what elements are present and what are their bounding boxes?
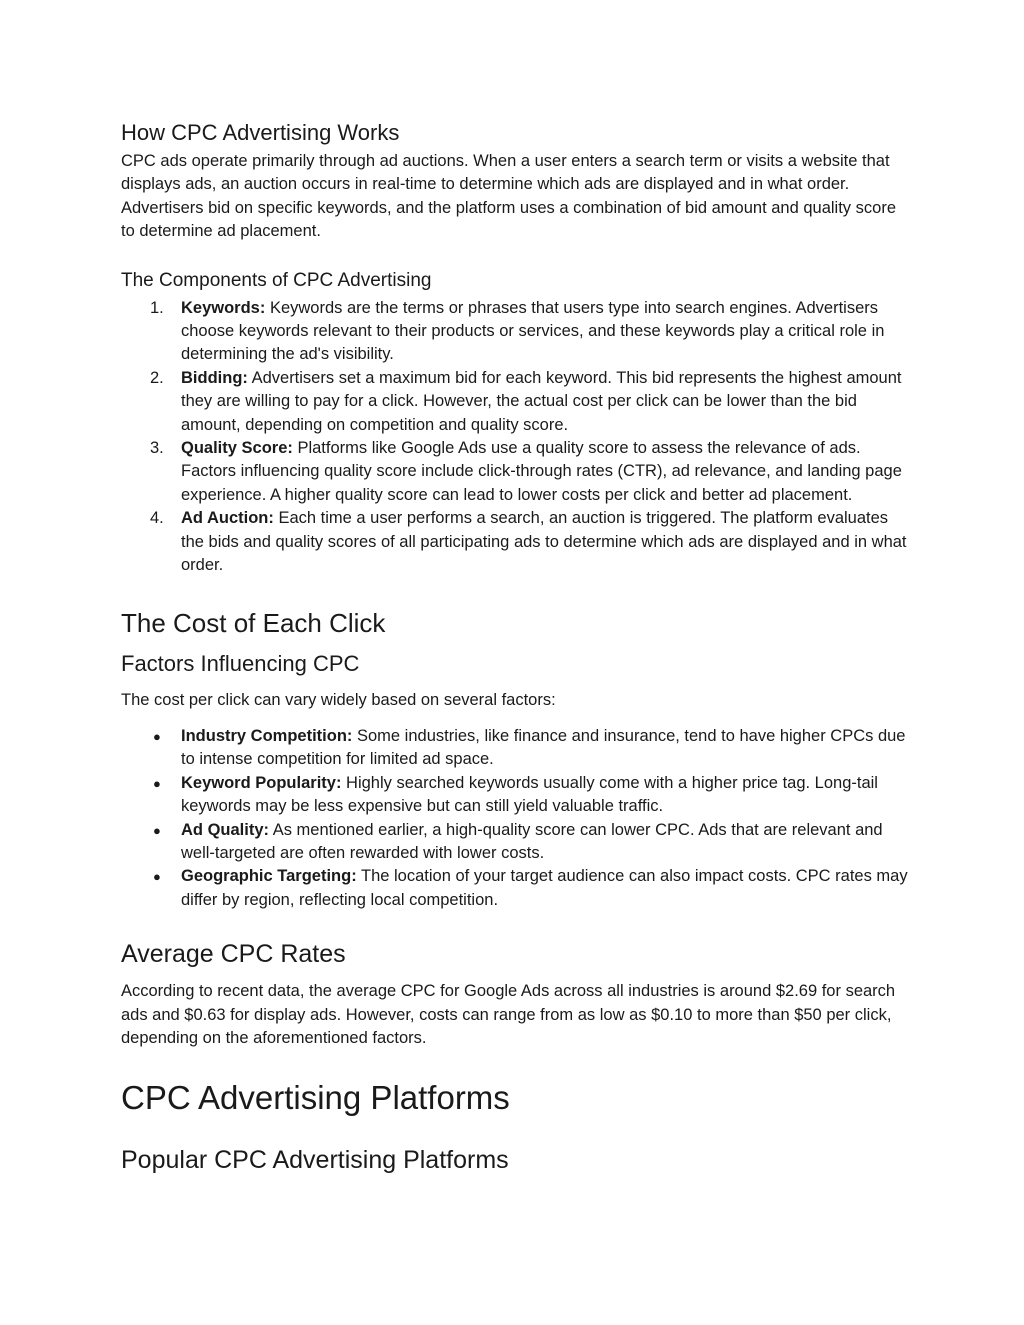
list-text: Each time a user performs a search, an auction is triggered. The platform evaluates the bids and quality scores of all participating ads to determine which ads are displayed and in what order. (181, 509, 907, 575)
list-marker: 2. (150, 368, 164, 387)
bullet-icon: ● (153, 869, 161, 885)
components-list (121, 297, 911, 578)
factors-list (121, 725, 911, 912)
list-marker: 1. (150, 298, 164, 317)
list-item-bidding (121, 367, 911, 437)
heading-components: The Components of CPC Advertising (121, 269, 432, 291)
list-item-ad-quality (121, 819, 911, 866)
list-item-keywords (121, 297, 911, 367)
list-text: Platforms like Google Ads use a quality score to assess the relevance of ads. Factors influencing quality score include click-through rates (CTR), ad relevance, and landing page experience. A higher quality score can lead to lower costs per click and better ad placement. (181, 439, 902, 504)
paragraph-average-cpc: According to recent data, the average CPC for Google Ads across all industries is around $2.69 for search ads and $0.63 for display ads. However, costs can range from as low as $0.10 to more than $50 per click, depending on the aforementioned factors. (121, 982, 896, 1047)
list-text: The location of your target audience can also impact costs. CPC rates may differ by region, reflecting local competition. (181, 867, 908, 909)
list-item-ad-auction (121, 507, 911, 577)
list-text: Advertisers set a maximum bid for each keyword. This bid represents the highest amount they are willing to pay for a click. However, the actual cost per click can be lower than the bid amount, depending on competition and quality score. (181, 368, 902, 434)
paragraph-factors-intro: The cost per click can vary widely based on several factors: (121, 690, 556, 709)
list-text: Keywords are the terms or phrases that users type into search engines. Advertisers choose keywords relevant to their products or services, and these keywords play a critical role in determining the ad's visibility. (181, 298, 885, 364)
paragraph-how-cpc-works: CPC ads operate primarily through ad auctions. When a user enters a search term or visits a website that displays ads, an auction occurs in real-time to determine which ads are displayed and in what order. Advertisers bid on specific keywords, and the platform uses a combination of bid amount and quality score to determine ad placement. (121, 152, 896, 241)
list-text: Highly searched keywords usually come with a higher price tag. Long-tail keywords may be less expensive but can still yield valuable traffic. (181, 773, 878, 816)
heading-factors: Factors Influencing CPC (121, 650, 360, 676)
list-marker: 4. (150, 509, 164, 528)
list-term: Ad Quality: (181, 820, 270, 839)
list-term: Keywords: (181, 298, 266, 317)
list-item-geographic-targeting (121, 865, 911, 912)
list-term: Ad Auction: (181, 509, 274, 528)
list-item-industry-competition (121, 725, 911, 772)
bullet-icon: ● (153, 822, 161, 838)
list-text: Some industries, like finance and insurance, tend to have higher CPCs due to intense competition for limited ad space. (181, 726, 906, 769)
heading-average-cpc: Average CPC Rates (121, 940, 346, 969)
heading-popular-platforms: Popular CPC Advertising Platforms (121, 1146, 509, 1175)
document-page (121, 118, 911, 1177)
list-item-quality-score (121, 437, 911, 507)
bullet-icon: ● (153, 728, 161, 744)
heading-how-cpc-works: How CPC Advertising Works (121, 120, 400, 145)
list-term: Quality Score: (181, 439, 293, 458)
list-term: Industry Competition: (181, 726, 353, 745)
list-text: As mentioned earlier, a high-quality score can lower CPC. Ads that are relevant and well-targeted are often rewarded with lower costs. (181, 820, 883, 862)
list-marker: 3. (150, 439, 164, 458)
list-term: Bidding: (181, 368, 248, 387)
list-term: Geographic Targeting: (181, 867, 357, 886)
list-term: Keyword Popularity: (181, 773, 342, 792)
heading-cost-of-click: The Cost of Each Click (121, 607, 386, 638)
heading-cpc-platforms: CPC Advertising Platforms (121, 1079, 510, 1117)
list-item-keyword-popularity (121, 772, 911, 819)
bullet-icon: ● (153, 775, 161, 791)
